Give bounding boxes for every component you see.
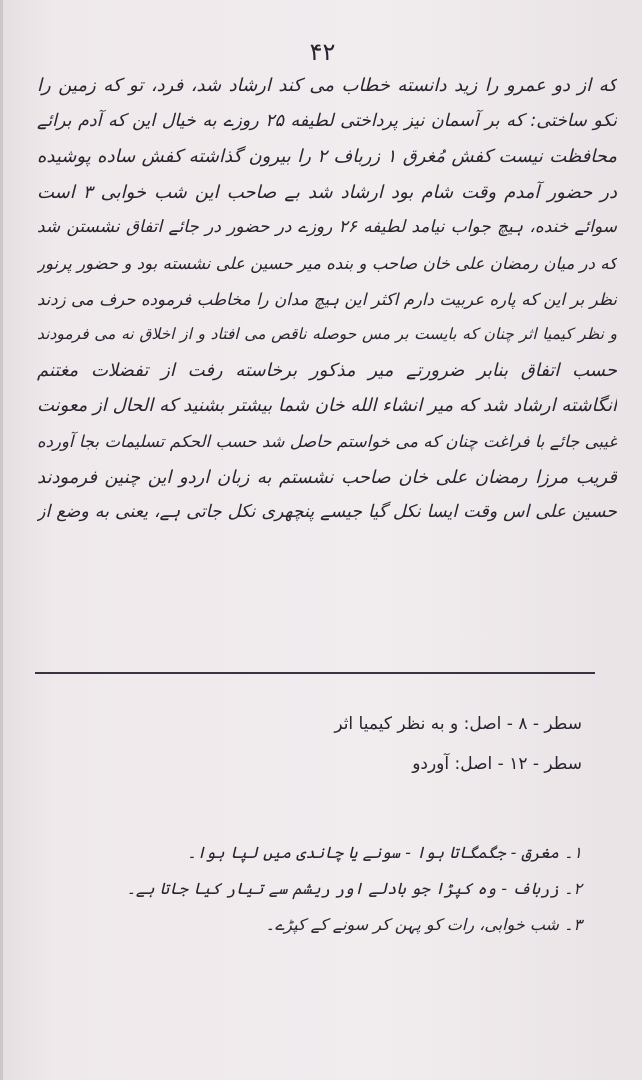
text-line: نظر بر این که پاره عربیت دارم اکثر این ہیچ مدان را مخاطب فرموده حرف می زدند [37,289,617,309]
page-number: ۴۲ [309,38,336,66]
glossary-note: ۱۔ مغرق - جگمگاتا ہوا - سونے یا چاندی میں لپا ہوا۔ [187,843,582,862]
text-line: انگاشته ارشاد شد که میر انشاء الله خان شما بیشتر بشنید که الحال از معونت [37,395,617,417]
glossary-notes [42,835,582,943]
text-line: سوائے خنده، ہیچ جواب نیامد لطیفه ۲۶ روزے در حضور در جائے اتفاق نشستن شد [37,217,617,238]
text-line: و نظر کیمیا اثر چنان که بایست بر مس حوصله ناقص می افتاد و از اخلاق نه می فرمودند [37,325,617,344]
glossary-note: ۲۔ زرباف - وہ کپڑا جو بادلے اور ریشم سے تیار کیا جاتا ہے۔ [126,879,582,898]
variant-note: سطر - ۱۲ - اصل: آوردو [412,754,582,774]
textual-variants [102,704,582,784]
text-line: حسب اتفاق بنابر ضرورتے میر مذکور برخاسته رفت از تفضلات مغتنم [37,359,617,381]
main-text [37,68,617,531]
text-line: محافظت نیست کفش مُغرق ۱ زرباف ۲ را بیرون گذاشته کفش ساده پوشیده [37,146,617,168]
text-line: که از دو عمرو را زید دانسته خطاب می کند ارشاد شد، فرد، تو که زمین را [37,75,617,96]
text-line: که در میان رمضان علی خان صاحب و بنده میر حسین علی نشسته بود و حضور پرنور [37,253,617,273]
footnote-divider [35,672,595,674]
text-line: نکو ساختی: که بر آسمان نیز پرداختی لطیفه ۲۵ روزے به خیال این که آدم برائے [37,110,617,131]
text-line: در حضور آمدم وقت شام بود ارشاد شد بے صاحب این شب خوابی ۳ است [37,181,617,203]
text-line: حسین علی اس وقت ایسا نکل گیا جیسے پنچھری نکل جاتی ہے، یعنی به وضع از [37,502,617,523]
text-line: غیبی جائے با فراغت چنان که می خواستم حاصل شد حسب الحکم تسلیمات بجا آورده [37,431,617,451]
glossary-note: ۳۔ شب خوابی، رات کو پہن کر سونے کے کپڑے۔ [265,915,582,934]
text-line: قریب مرزا رمضان علی خان صاحب نشستم به زبان اردو این چنین فرمودند [37,466,617,488]
variant-note: سطر - ۸ - اصل: و به نظر کیمیا اثر [334,714,582,734]
